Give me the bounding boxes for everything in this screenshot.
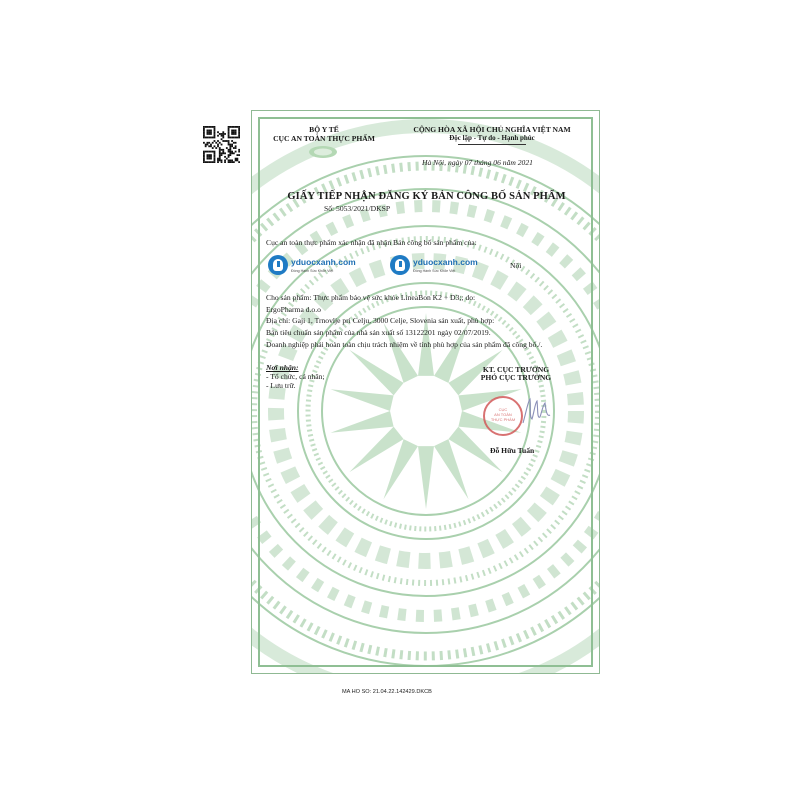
handwritten-signature-icon (520, 393, 554, 429)
national-motto: Độc lập - Tự do - Hạnh phúc (449, 134, 535, 142)
standard-line: Bản tiêu chuẩn sản phẩm của nhà sản xuất số 13122201 ngày 02/07/2019. (266, 328, 491, 337)
certificate-document (251, 110, 600, 674)
stamp-text: AN TOÀN (494, 412, 512, 417)
signer-title: PHÓ CỤC TRƯỞNG (480, 373, 552, 382)
brand-tagline: Đồng Hành Sức Khỏe Việt (291, 268, 334, 273)
recipients-heading: Nơi nhận: (266, 363, 299, 372)
address-fragment: Nội (510, 261, 522, 270)
place-date: Hà Nội, ngày 07 tháng 06 năm 2021 (422, 158, 533, 167)
brand-logo-icon (268, 255, 288, 275)
agency-emblem-icon (308, 145, 338, 159)
stamp-text: CỤC (498, 407, 508, 412)
signer-name: Đỗ Hữu Tuấn (490, 446, 535, 455)
qr-code-icon (203, 126, 240, 163)
motto-underline (458, 144, 526, 145)
brand-tagline: Đồng Hành Sức Khỏe Việt (413, 268, 456, 273)
ministry-name: BỘ Y TẾ (309, 125, 339, 134)
country-name: CỘNG HÒA XÃ HỘI CHỦ NGHĨA VIỆT NAM (413, 125, 571, 134)
agency-name: CỤC AN TOÀN THỰC PHẨM (273, 134, 375, 143)
intro-line: Cục an toàn thực phẩm xác nhận đã nhận Bản công bố sản phẩm của: (266, 238, 477, 247)
brand-name: yduocxanh.com (291, 256, 356, 267)
stamp-text: THỰC PHẨM (490, 417, 516, 422)
manufacturer-line: ErgoPharma d.o.o (266, 305, 321, 314)
address-line: Địa chỉ: Gaji 1, Trnovlje pri Celju, 3000 Celje, Slovenia sản xuất, phù hợp: (266, 316, 495, 325)
brand-logo-1 (268, 251, 356, 279)
product-line: Cho sản phẩm: Thực phẩm bảo vệ sức khỏe LineaBon K2 + D3;; do: (266, 293, 476, 302)
recipient-item: - Tổ chức, cá nhân; (266, 372, 325, 381)
official-stamp (483, 396, 523, 436)
dossier-code: MA HO SO: 21.04.22.142429.DKCB (342, 689, 432, 695)
brand-logo-2 (390, 251, 478, 279)
brand-name: yduocxanh.com (413, 256, 478, 267)
recipient-item: - Lưu trữ. (266, 381, 296, 390)
brand-logo-icon (390, 255, 410, 275)
document-title: GIẤY TIẾP NHẬN ĐĂNG KÝ BẢN CÔNG BỐ SẢN PHẨM (287, 191, 566, 202)
document-number: Số: 5053/2021/DKSP (324, 204, 391, 213)
responsibility-line: Doanh nghiệp phải hoàn toàn chịu trách nhiệm về tính phù hợp của sản phẩm đã công bố./. (266, 340, 543, 349)
signer-role: KT. CỤC TRƯỞNG (482, 365, 550, 374)
